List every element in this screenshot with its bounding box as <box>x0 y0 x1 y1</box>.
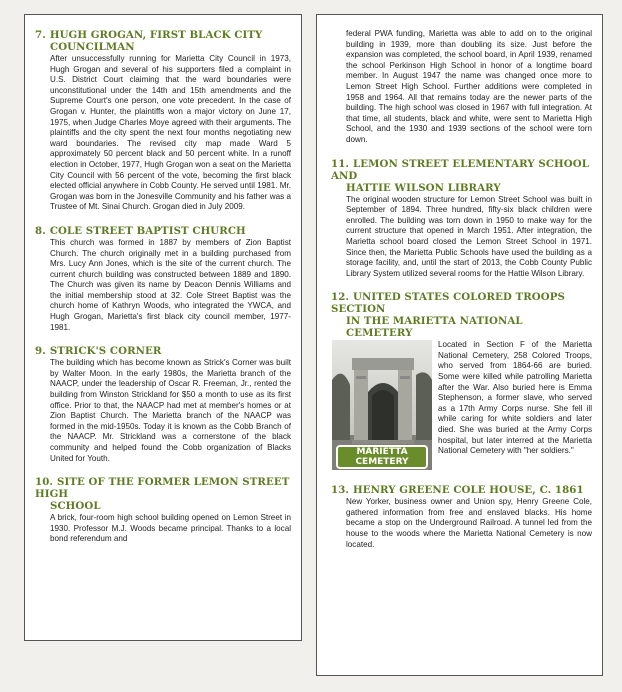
heading-line-1: HENRY GREENE COLE HOUSE, C. 1861 <box>353 484 584 497</box>
section-body: The original wooden structure for Lemon Street School was built in September of 1894. Three hundred, fifty-six black children were enrolled. The building was torn down in 1950 to make way for the current structure that opened in March 1951. After integration, the Marietta school board closed the Lemon Street School in 1971. Since then, the Marietta Public Schools have used the building as a storage facility, and, until the start of 2013, the Cobb County Public Library System utilized several rooms for the Hattie Wilson Library. <box>346 194 592 278</box>
left-column <box>24 14 302 641</box>
section-body: Located in Section F of the Marietta National Cemetery, 258 Colored Troops, who served from 1864-66 are buried. Some were killed while patrolling Marietta after the War. Also buried here is Emma Stephenson, a former slave, who served as a 17th Army Corps nurse. She fell ill while caring for white soldiers and later died. She was buried at the Army Corps hospital, but later interred at the Marietta National Cemetery with "her soldiers." <box>438 340 592 456</box>
section-body: New Yorker, business owner and Union spy, Henry Greene Cole, gathered information from free and enslaved blacks. His home became a stop on the Underground Railroad. A tunnel led from the house to the woods where the Marietta National Cemetery is now located. <box>346 497 592 549</box>
section-body-continued: federal PWA funding, Marietta was able to add on to the original building in 1939, more than doubling its size. Just before the expansion was completed, the school board, in April 1939, renamed the school Perkinson High School in honor of a longtime board member. In August 1947 the name was changed once more to Lemon Street High School. Further additions were completed in 1958 and 1964. All that remains today are the newer parts of the building. The high school was closed in 1967 with full integration. At that time, all students, black and white, were sent to Marietta High School, and the 1930 and 1939 sections of the school were torn down. <box>346 29 592 144</box>
section-body: A brick, four-room high school building opened on Lemon Street in 1930. Professor M.J. Woods became principal. Thanks to a local bond referendum and <box>50 513 291 544</box>
heading-line-2: SCHOOL <box>50 500 101 513</box>
section-9 <box>35 345 291 464</box>
cemetery-photo <box>332 340 432 470</box>
caption-line-1: MARIETTA <box>356 447 408 458</box>
section-11 <box>331 158 592 280</box>
heading-line-2: COUNCILMAN <box>50 41 135 53</box>
section-heading <box>331 484 592 496</box>
section-heading <box>35 29 291 53</box>
section-10-continued <box>331 29 592 146</box>
section-12 <box>331 291 592 472</box>
heading-line-2: IN THE MARIETTA NATIONAL CEMETERY <box>346 315 523 340</box>
heading-line-1: STRICK'S CORNER <box>49 345 162 358</box>
heading-line-1: SITE OF THE FORMER LEMON STREET HIGH <box>35 476 290 501</box>
section-number: 9. <box>35 345 46 358</box>
section-body: This church was formed in 1887 by members of Zion Baptist Church. The church originally met in a building purchased from Mrs. Lucy Ann Jones, which is the site of the current church. The current church building was constructed between 1889 and 1890. The Church was given its name by Deacon Dennis Williams and the initial membership stood at 32. Cole Street Baptist was the church home of Kathryn Woods, who integrated the YWCA, and Hugh Grogan, Marietta's first black city council member, 1977-1981. <box>50 237 291 332</box>
section-number: 12. <box>331 291 350 304</box>
section-8 <box>35 225 291 333</box>
heading-line-1: UNITED STATES COLORED TROOPS SECTION <box>331 291 565 316</box>
right-column <box>316 14 603 676</box>
section-heading <box>35 345 291 357</box>
heading-line-1: COLE STREET BAPTIST CHURCH <box>49 224 246 237</box>
section-body: After unsuccessfully running for Marietta City Council in 1973, Hugh Grogan and several of his supporters filed a complaint in U.S. District Court claiming that the ward boundaries were unconstitutional under the 14th and 15th amendments and the Supreme Court's one person, one vote precedent. In the case of Grogan v. Hunter, the plaintiffs won a major victory on June 17, 1975, when Judge Charles Moye agreed with their arguments. The plaintiffs and the city spent the next four months negotiating new ward boundaries. The revised city map made Ward 5 approximately 50 percent black and 50 percent white. In a runoff election in October, 1977, Hugh Grogan won a seat on the Marietta City Council with 56 percent of the vote, becoming the first black elected official anywhere in Cobb County. He served until 1981. Mr. Grogan was born in the Jonesville Community and his father was a Trustee of Mt. Sinai Church. Grogan died in July 2009. <box>50 54 291 212</box>
heading-line-2: HATTIE WILSON LIBRARY <box>346 181 501 194</box>
section-heading <box>35 476 291 512</box>
section-10 <box>35 476 291 545</box>
section-7 <box>35 29 291 213</box>
section-heading <box>35 225 291 237</box>
section-13 <box>331 484 592 550</box>
section-number: 8. <box>35 224 46 237</box>
photo-caption <box>336 445 428 469</box>
section-heading <box>331 158 592 194</box>
section-number: 10. <box>35 476 54 489</box>
heading-line-1: HUGH GROGAN, FIRST BLACK CITY <box>49 29 263 41</box>
heading-line-1: LEMON STREET ELEMENTARY SCHOOL AND <box>331 157 589 182</box>
section-body: The building which has become known as Strick's Corner was built by Walter Moon. In the early 1980s, the Marietta branch of the NAACP, under the leadership of Oscar R. Freeman, Jr., rented the building from Winston Strickland for $50 a month to use as its first office. Prior to that, the NAACP had met at member's homes or at Zion Baptist Church. The Marietta branch of the NAACP was formed in the mid-1950s. Today it is known as the Cobb Branch of the NAACP. Mr. Strickland was a cornerstone of the black community and helped found the Cobb organization of Blacks United for Youth. <box>50 358 291 463</box>
section-number: 13. <box>331 484 350 497</box>
caption-line-2: CEMETERY <box>355 456 409 467</box>
section-heading <box>331 291 592 339</box>
section-number: 7. <box>35 29 46 41</box>
section-number: 11. <box>331 157 350 170</box>
